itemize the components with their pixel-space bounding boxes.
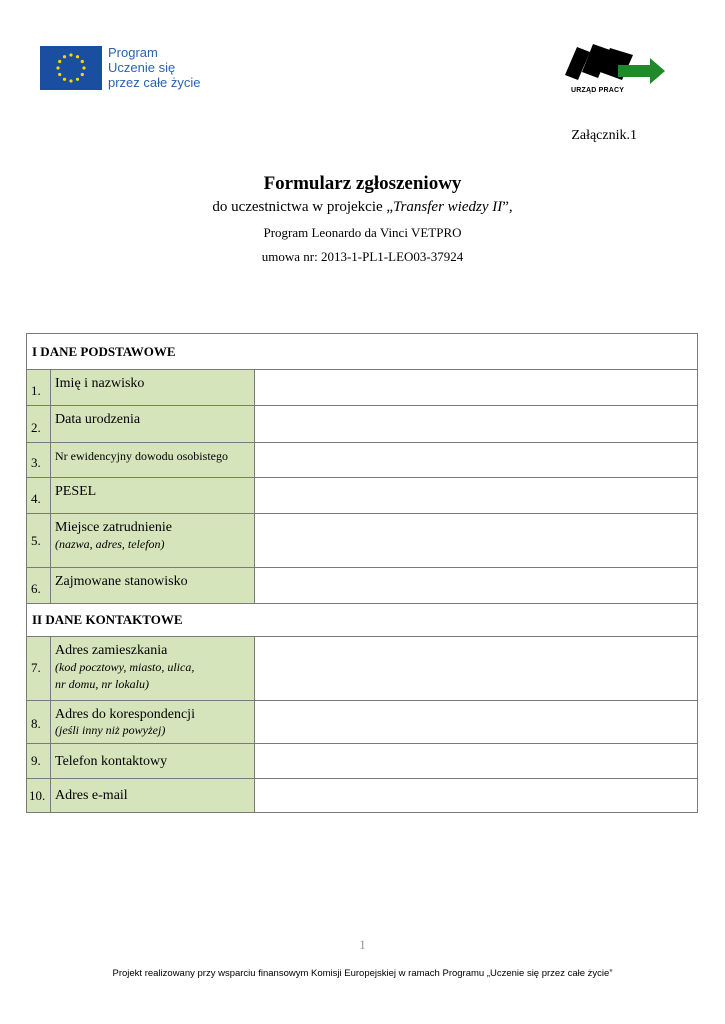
row-number: 4. bbox=[27, 478, 51, 514]
row-number: 9. bbox=[27, 744, 51, 779]
pesel-field[interactable] bbox=[255, 478, 698, 514]
form-row bbox=[27, 478, 698, 514]
field-label: Nr ewidencyjny dowodu osobistego bbox=[51, 443, 255, 478]
field-label: Zajmowane stanowisko bbox=[51, 568, 255, 604]
field-label: PESEL bbox=[51, 478, 255, 514]
contract-number: umowa nr: 2013-1-PL1-LEO03-37924 bbox=[261, 249, 464, 264]
section-title: II DANE KONTAKTOWE bbox=[27, 604, 698, 637]
section-header-basic bbox=[27, 334, 698, 370]
field-hint: (kod pocztowy, miasto, ulica, bbox=[55, 660, 195, 674]
form-row bbox=[27, 637, 698, 701]
home-address-field[interactable] bbox=[255, 637, 698, 701]
eu-logo-line2: Uczenie się bbox=[108, 60, 176, 75]
workplace-field[interactable] bbox=[255, 514, 698, 568]
form-row bbox=[27, 779, 698, 813]
section-title: I DANE PODSTAWOWE bbox=[27, 334, 698, 370]
field-label: Miejsce zatrudnienie (nazwa, adres, telefon) bbox=[51, 514, 255, 568]
subtitle-prefix: do uczestnictwa w projekcie „ bbox=[212, 199, 394, 215]
page-number: 1 bbox=[359, 937, 366, 952]
program-name: Program Leonardo da Vinci VETPRO bbox=[263, 225, 462, 240]
full-name-field[interactable] bbox=[255, 370, 698, 406]
section-header-contact bbox=[27, 604, 698, 637]
eu-program-name bbox=[108, 45, 200, 90]
field-label: Adres do korespondencji (jeśli inny niż powyżej) bbox=[51, 701, 255, 744]
page-footer: Projekt realizowany przy wsparciu finansowym Komisji Europejskiej w ramach Programu „Uczenie się przez całe życie” bbox=[112, 968, 613, 979]
row-number: 3. bbox=[27, 443, 51, 478]
page-title: Formularz zgłoszeniowy bbox=[263, 173, 462, 194]
correspondence-address-field[interactable] bbox=[255, 701, 698, 744]
row-number: 1. bbox=[27, 370, 51, 406]
field-label: Adres zamieszkania (kod pocztowy, miasto, ulica, nr domu, nr lokalu) bbox=[51, 637, 255, 701]
annex-label: Załącznik.1 bbox=[571, 128, 637, 143]
form-row bbox=[27, 744, 698, 779]
email-field[interactable] bbox=[255, 779, 698, 813]
form-row bbox=[27, 443, 698, 478]
row-number: 10. bbox=[27, 779, 51, 813]
eu-flag-icon bbox=[40, 46, 102, 90]
row-number: 7. bbox=[27, 637, 51, 701]
field-label: Data urodzenia bbox=[51, 406, 255, 443]
form-row bbox=[27, 701, 698, 744]
eu-logo-line1: Program bbox=[108, 45, 158, 60]
field-label: Imię i nazwisko bbox=[51, 370, 255, 406]
id-card-number-field[interactable] bbox=[255, 443, 698, 478]
field-label: Adres e-mail bbox=[51, 779, 255, 813]
eu-program-logo bbox=[40, 45, 200, 90]
field-hint: (nazwa, adres, telefon) bbox=[55, 537, 165, 551]
form-row bbox=[27, 568, 698, 604]
field-hint: (jeśli inny niż powyżej) bbox=[55, 723, 166, 737]
birth-date-field[interactable] bbox=[255, 406, 698, 443]
registration-form-table bbox=[26, 333, 698, 813]
row-number: 5. bbox=[27, 514, 51, 568]
form-row bbox=[27, 370, 698, 406]
row-number: 2. bbox=[27, 406, 51, 443]
job-position-field[interactable] bbox=[255, 568, 698, 604]
eu-logo-line3: przez całe życie bbox=[108, 75, 201, 90]
form-row bbox=[27, 514, 698, 568]
subtitle-suffix: ”, bbox=[502, 199, 513, 215]
urzad-pracy-caption: URZĄD PRACY bbox=[571, 87, 625, 94]
field-hint: nr domu, nr lokalu) bbox=[55, 677, 149, 691]
row-number: 6. bbox=[27, 568, 51, 604]
form-row bbox=[27, 406, 698, 443]
subtitle-project: Transfer wiedzy II bbox=[393, 199, 503, 215]
row-number: 8. bbox=[27, 701, 51, 744]
field-label: Telefon kontaktowy bbox=[51, 744, 255, 779]
page-subtitle bbox=[0, 199, 725, 216]
phone-field[interactable] bbox=[255, 744, 698, 779]
